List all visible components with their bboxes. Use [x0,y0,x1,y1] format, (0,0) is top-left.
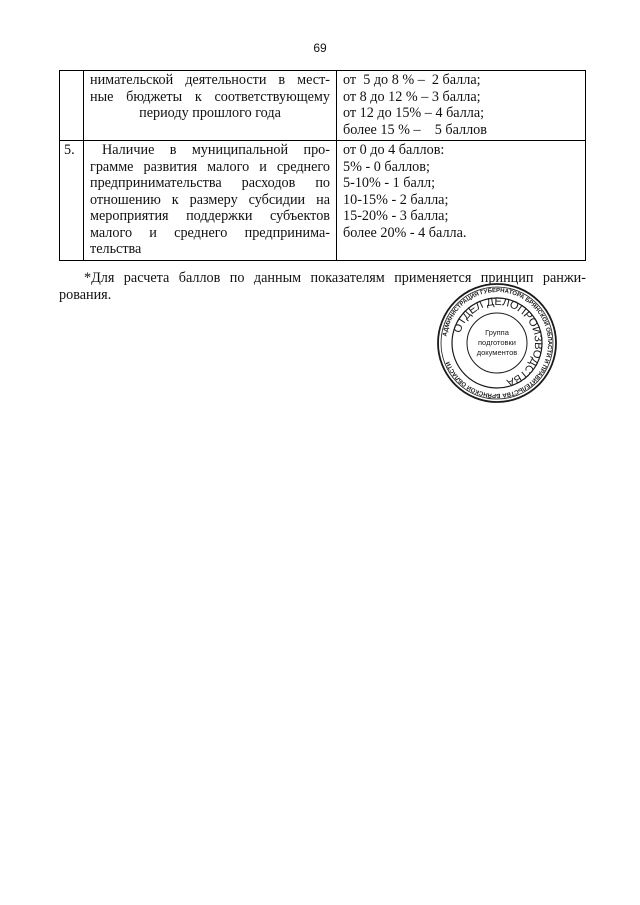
description-cell [84,141,337,261]
description-line: малого и среднего предпринима- [90,224,330,241]
row-number-cell: 5. [60,141,84,261]
description-line: нимательской деятельности в мест- [90,72,330,88]
score-line: 5-10% - 1 балл; [343,175,436,191]
description-line: ные бюджеты к соответствующему [90,88,330,105]
stamp-outer-text: АДМИНИСТРАЦИЯ ГУБЕРНАТОРА БРЯНСКОЙ ОБЛАСТИ И ПРАВИТЕЛЬСТВА БРЯНСКОЙ ОБЛАСТИ [442,287,553,399]
score-line: от 5 до 8 % – 2 балла; [343,72,481,88]
page-number: 69 [313,41,327,55]
description-line: тельства [90,241,142,257]
row-number-cell [60,71,84,141]
score-line: более 15 % – 5 баллов [343,121,487,138]
table-row [60,141,586,261]
table-row [60,71,586,141]
description-line: периоду прошлого года [139,105,281,121]
stamp-inner-text: ОТДЕЛ ДЕЛОПРОИЗВОДСТВА [451,295,545,389]
score-line: от 12 до 15% – 4 балла; [343,105,485,121]
description-line: мероприятия поддержки субъектов [90,208,330,224]
stamp-center-line: документов [476,348,518,357]
stamp-center-line: подготовки [478,338,516,347]
description-line: предпринимательства расходов по [90,175,330,191]
description-line: Наличие в муниципальной про- [102,142,330,158]
footnote-line: рования. [59,287,112,303]
stamp-center-line: Группа [485,328,509,337]
score-line: от 8 до 12 % – 3 балла; [343,88,481,105]
criteria-table [59,70,586,261]
description-line: грамме развития малого и среднего [90,158,330,175]
office-stamp [436,282,558,404]
description-cell [84,71,337,141]
score-line: от 0 до 4 баллов: [343,142,445,158]
score-line: 5% - 0 баллов; [343,158,430,175]
score-cell [337,71,586,141]
footnote-line: *Для расчета баллов по данным показателям применяется принцип ранжи- [84,270,586,286]
score-line: 15-20% - 3 балла; [343,208,449,224]
score-line: 10-15% - 2 балла; [343,191,449,208]
description-line: отношению к размеру субсидии на [90,191,330,208]
score-cell [337,141,586,261]
score-line: более 20% - 4 балла. [343,224,467,241]
stamp-seal [436,282,558,404]
